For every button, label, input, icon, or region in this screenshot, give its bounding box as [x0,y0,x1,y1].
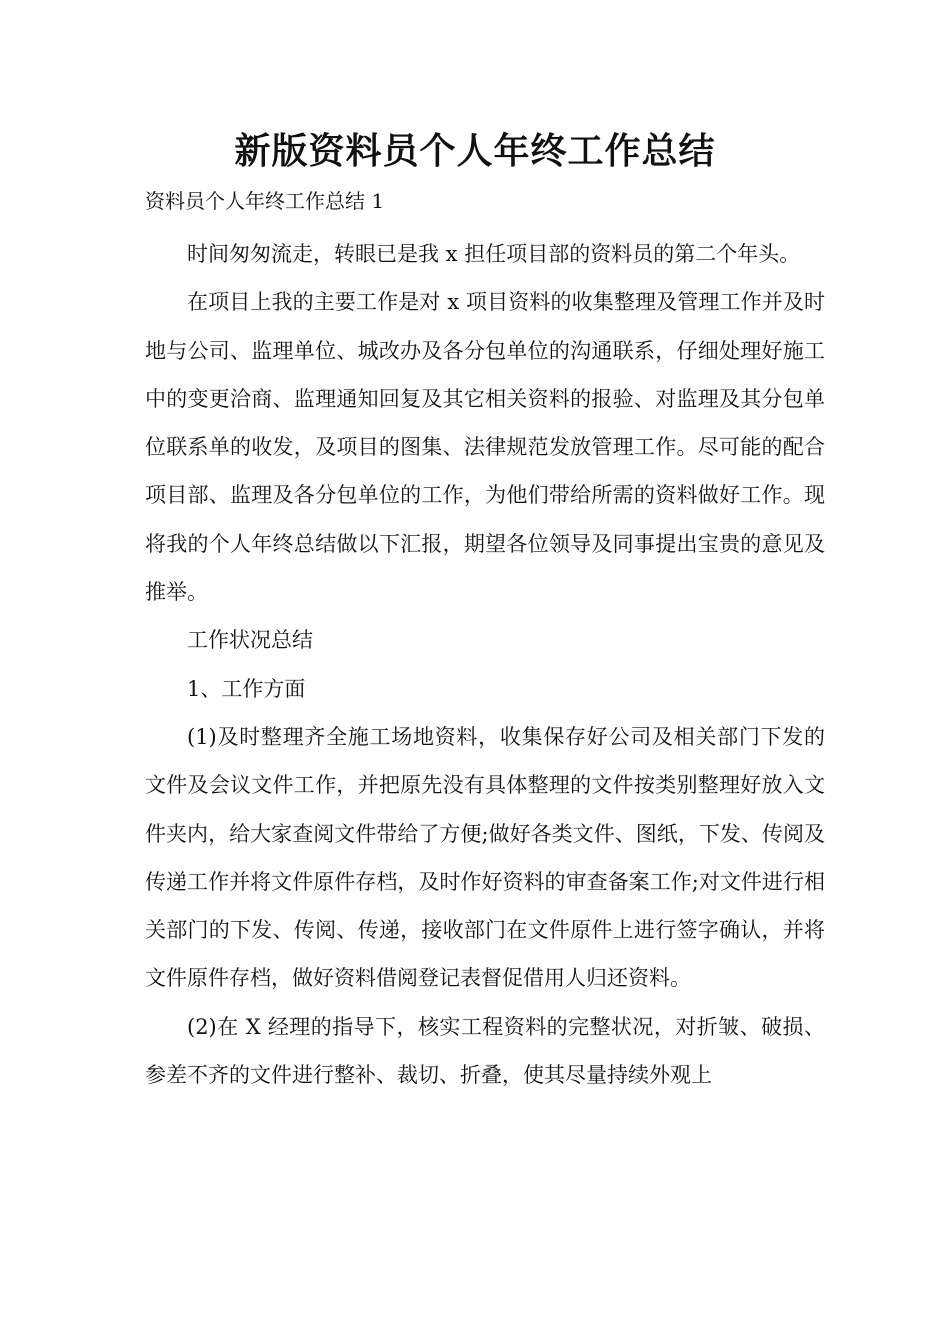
paragraph-work-aspect-heading: 1、工作方面 [187,676,306,701]
paragraph-main-duties: 在项目上我的主要工作是对 x 项目资料的收集整理及管理工作并及时地与公司、监理单位、城改办及各分包单位的沟通联系，仔细处理好施工中的变更洽商、监理通知回复及其它相关资料的报验、对监理及其分包单位联系单的收发，及项目的图集、法律规范发放管理工作。尽可能的配合项目部、监理及各分包单位的工作，为他们带给所需的资料做好工作。现将我的个人年终总结做以下汇报，期望各位领导及同事提出宝贵的意见及推举。 [145,290,825,605]
document-body [145,230,825,1099]
document-title: 新版资料员个人年终工作总结 [234,131,716,172]
paragraph-intro: 时间匆匆流走，转眼已是我 x 担任项目部的资料员的第二个年头。 [187,242,801,266]
section-heading: 资料员个人年终工作总结 1 [145,189,385,213]
paragraph-item-2: (2)在 X 经理的指导下，核实工程资料的完整状况，对折皱、破损、参差不齐的文件进行整补、裁切、折叠，使其尽量持续外观上 [145,1014,825,1088]
paragraph-work-summary-heading: 工作状况总结 [187,628,313,653]
paragraph-item-1: (1)及时整理齐全施工场地资料，收集保存好公司及相关部门下发的文件及会议文件工作，并把原先没有具体整理的文件按类别整理好放入文件夹内，给大家查阅文件带给了方便;做好各类文件、图纸，下发、传阅及传递工作并将文件原件存档，及时作好资料的审查备案工作;对文件进行相关部门的下发、传阅、传递，接收部门在文件原件上进行签字确认，并将文件原件存档，做好资料借阅登记表督促借用人归还资料。 [145,724,825,991]
